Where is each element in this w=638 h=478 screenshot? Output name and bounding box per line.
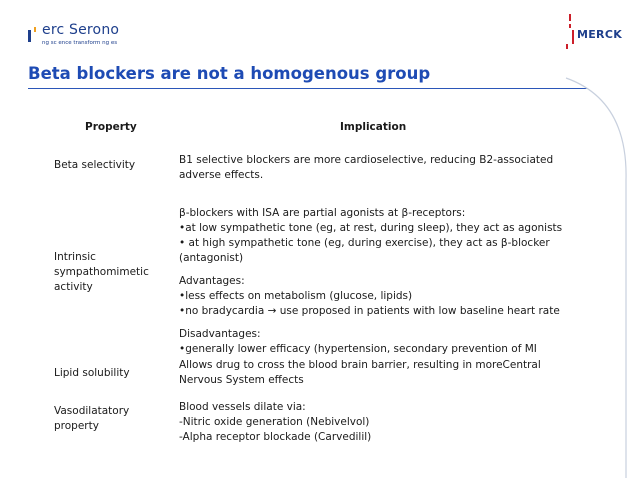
implication-line: • at high sympathetic tone (eg, during exercise), they act as β-blocker — [179, 237, 550, 249]
property-beta-selectivity: Beta selectivity — [54, 159, 136, 171]
implication-line: B1 selective blockers are more cardioselective, reducing B2-associated — [179, 154, 554, 166]
logo-bar-icon — [28, 30, 31, 42]
spacer — [179, 319, 562, 327]
merck-logo — [566, 14, 626, 50]
slide-title: Beta blockers are not a homogenous group — [28, 64, 431, 83]
merck-serono-tagline: ng sc ence transform ng es — [42, 40, 118, 46]
implication-line: •generally lower efficacy (hypertension, secondary prevention of MI — [179, 343, 537, 355]
implication-line: -Alpha receptor blockade (Carvedilil) — [179, 431, 372, 443]
merck-mark-icon — [566, 44, 568, 49]
header-implication: Implication — [340, 121, 407, 133]
implication-line: (antagonist) — [179, 252, 244, 264]
implication-line: Nervous System effects — [179, 374, 304, 386]
implication-line: •no bradycardia → use proposed in patients with low baseline heart rate — [179, 305, 560, 317]
merck-serono-wordmark: erc Serono — [42, 22, 120, 38]
merck-mark-icon — [569, 14, 571, 21]
implication-line: •at low sympathetic tone (eg, at rest, during sleep), they act as agonists — [179, 222, 563, 234]
property-vasodilatatory: Vasodilatatory property — [54, 405, 130, 432]
implication-line: Advantages: — [179, 275, 245, 287]
implication-line: -Nitric oxide generation (Nebivelvol) — [179, 416, 370, 428]
property-isa: Intrinsic sympathomimetic activity — [54, 251, 149, 293]
implication-lipid-solubility — [179, 358, 541, 388]
implication-line: β-blockers with ISA are partial agonists at β-receptors: — [179, 207, 466, 219]
implication-line: Allows drug to cross the blood brain barrier, resulting in moreCentral — [179, 359, 541, 371]
merck-mark-icon — [572, 30, 574, 44]
implication-beta-selectivity — [179, 153, 553, 183]
implication-isa — [179, 206, 562, 357]
implication-line: •less effects on metabolism (glucose, lipids) — [179, 290, 413, 302]
title-rule — [28, 88, 588, 89]
implication-line: adverse effects. — [179, 169, 264, 181]
property-lipid-solubility: Lipid solubility — [54, 367, 130, 379]
implication-line: Blood vessels dilate via: — [179, 401, 306, 413]
header-property: Property — [85, 121, 137, 133]
implication-vasodilatatory — [179, 400, 371, 445]
logo-accent-icon — [34, 27, 36, 32]
merck-wordmark: MERCK — [577, 28, 623, 41]
implication-line: Disadvantages: — [179, 328, 261, 340]
merck-mark-icon — [569, 24, 571, 28]
spacer — [179, 266, 562, 274]
